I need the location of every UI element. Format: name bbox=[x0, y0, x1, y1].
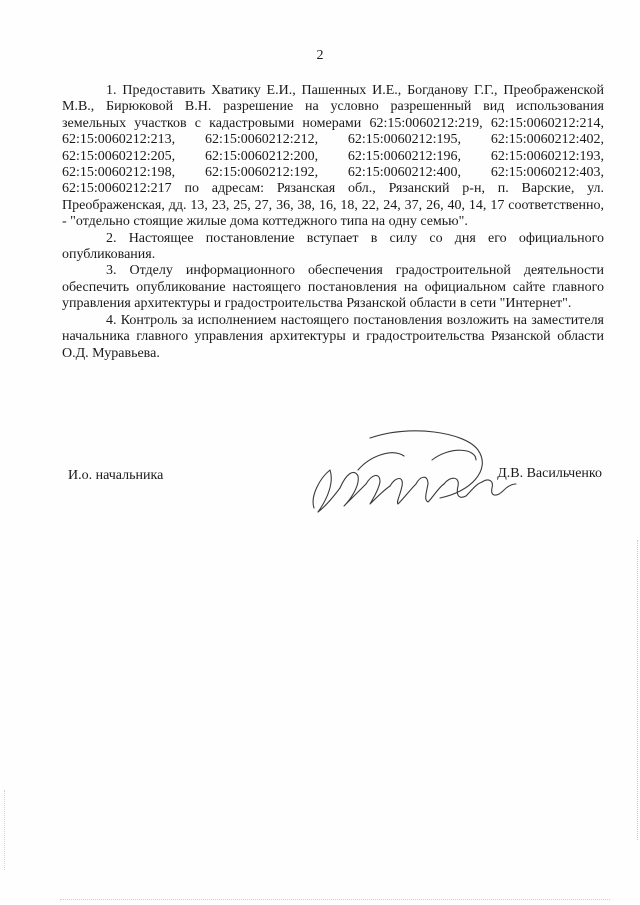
scan-artifact bbox=[4, 790, 6, 870]
signature-block bbox=[62, 466, 604, 526]
paragraph-1: 1. Предоставить Хватику Е.И., Пашенных И.Е., Богданову Г.Г., Преображенской М.В., Бирюковой В.Н. разрешение на условно разрешенный вид использования земельных участков с кадастровыми номерами 62:15:0060212:219, 62:15:0060212:214, 62:15:0060212:213, 62:15:0060212:212, 62:15:0060212:195, 62:15:0060212:402, 62:15:0060212:205, 62:15:0060212:200, 62:15:0060212:196, 62:15:0060212:193, 62:15:0060212:198, 62:15:0060212:192, 62:15:0060212:400, 62:15:0060212:403, 62:15:0060212:217 по адресам: Рязанская обл., Рязанский р-н, п. Варские, ул. Преображенская, дд. 13, 23, 25, 27, 36, 38, 16, 18, 22, 24, 37, 26, 40, 14, 17 соответственно, - "отдельно стоящие жилые дома коттеджного типа на одну семью". bbox=[62, 83, 604, 230]
document-body bbox=[62, 83, 604, 362]
handwritten-signature bbox=[300, 426, 530, 526]
paragraph-4: 4. Контроль за исполнением настоящего постановления возложить на заместителя начальника главного управления архитектуры и градостроительства Рязанской области О.Д. Муравьева. bbox=[62, 312, 604, 361]
page-number: 2 bbox=[316, 48, 324, 63]
signatory-name: Д.В. Васильченко bbox=[497, 466, 602, 481]
paragraph-2: 2. Настоящее постановление вступает в силу со дня его официального опубликования. bbox=[62, 230, 604, 263]
page-edge bbox=[60, 899, 610, 901]
signatory-title: И.о. начальника bbox=[68, 468, 164, 483]
scan-artifact bbox=[636, 540, 638, 840]
paragraph-3: 3. Отделу информационного обеспечения градостроительной деятельности обеспечить опубликование настоящего постановления на официальном сайте главного управления архитектуры и градостроительства Рязанской области в сети "Интернет". bbox=[62, 263, 604, 312]
